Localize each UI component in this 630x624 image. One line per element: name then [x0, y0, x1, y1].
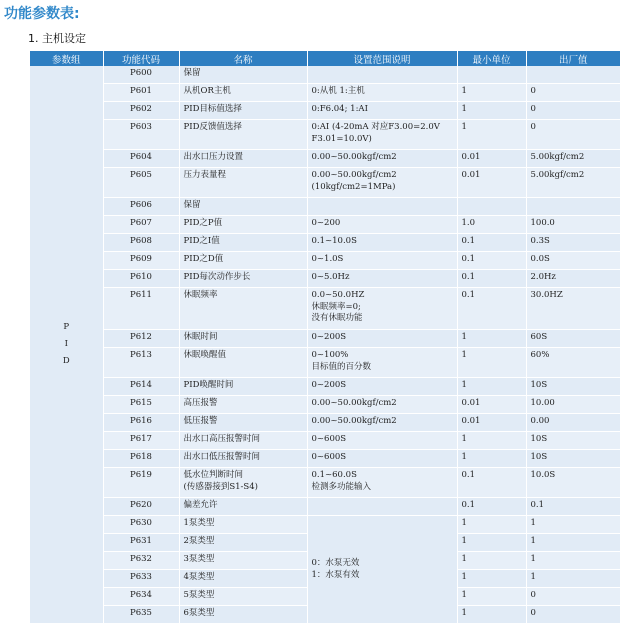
name-cell-line: PID唤醒时间 — [183, 380, 234, 390]
table-row — [30, 150, 620, 168]
default-value-cell: 10.0S — [526, 468, 620, 498]
name-cell — [179, 432, 307, 450]
default-value-cell: 10S — [526, 450, 620, 468]
default-value-cell: 2.0Hz — [526, 270, 620, 288]
function-code-cell: P632 — [103, 552, 179, 570]
range-cell — [307, 198, 457, 216]
table-row — [30, 396, 620, 414]
merged-range-cell-line: 0：水泵无效 — [311, 558, 360, 568]
min-unit-cell: 0.01 — [457, 150, 526, 168]
range-cell-line: 休眠频率=0; — [311, 301, 361, 312]
name-cell-line: 出水口低压报警时间 — [183, 452, 261, 462]
name-cell-line: 高压报警 — [183, 398, 218, 408]
default-value-cell: 30.0HZ — [526, 288, 620, 330]
function-code-cell: P610 — [103, 270, 179, 288]
range-cell — [307, 150, 457, 168]
table-row — [30, 378, 620, 396]
name-cell-line: 3泵类型 — [183, 554, 215, 564]
min-unit-cell: 1 — [457, 552, 526, 570]
name-cell — [179, 348, 307, 378]
function-code-cell: P608 — [103, 234, 179, 252]
function-code-cell: P630 — [103, 516, 179, 534]
name-cell — [179, 198, 307, 216]
name-cell-line: 低水位判断时间 — [183, 470, 244, 480]
group-letter: I — [64, 339, 68, 349]
table-row — [30, 348, 620, 378]
name-cell-line: PID之I值 — [183, 236, 220, 246]
header-param-group: 参数组 — [30, 51, 103, 66]
default-value-cell: 5.00kgf/cm2 — [526, 168, 620, 198]
min-unit-cell: 1 — [457, 534, 526, 552]
name-cell — [179, 84, 307, 102]
group-letter: D — [62, 356, 70, 366]
range-cell — [307, 450, 457, 468]
name-cell-line: 4泵类型 — [183, 572, 215, 582]
min-unit-cell: 0.1 — [457, 468, 526, 498]
name-cell — [179, 534, 307, 552]
function-code-cell: P602 — [103, 102, 179, 120]
range-cell-line: 0.00~50.00kgf/cm2 — [311, 152, 397, 162]
name-cell-line: 出水口高压报警时间 — [183, 434, 261, 444]
name-cell-line: PID目标值选择 — [183, 104, 242, 114]
merged-range-cell — [307, 516, 457, 624]
range-cell-line: 0~1.0S — [311, 254, 344, 264]
default-value-cell: 10S — [526, 378, 620, 396]
name-cell — [179, 216, 307, 234]
name-cell-line: 保留 — [183, 200, 201, 210]
name-cell — [179, 498, 307, 516]
default-value-cell: 0 — [526, 84, 620, 102]
merged-range-cell-line: 1：水泵有效 — [311, 569, 360, 580]
function-code-cell: P617 — [103, 432, 179, 450]
range-cell-line: 0.00~50.00kgf/cm2 — [311, 416, 397, 426]
min-unit-cell: 1 — [457, 570, 526, 588]
name-cell — [179, 150, 307, 168]
min-unit-cell: 0.1 — [457, 270, 526, 288]
range-cell-line: 0~200S — [311, 332, 347, 342]
function-code-cell: P620 — [103, 498, 179, 516]
table-row — [30, 102, 620, 120]
table-row — [30, 120, 620, 150]
range-cell — [307, 102, 457, 120]
name-cell-line: 偏差允许 — [183, 500, 218, 510]
min-unit-cell: 0.01 — [457, 396, 526, 414]
header-min-unit: 最小单位 — [457, 51, 526, 66]
default-value-cell: 5.00kgf/cm2 — [526, 150, 620, 168]
range-cell-line: 0~100% — [311, 350, 349, 360]
name-cell-line: 低压报警 — [183, 416, 218, 426]
default-value-cell: 100.0 — [526, 216, 620, 234]
range-cell — [307, 120, 457, 150]
default-value-cell: 1 — [526, 570, 620, 588]
function-code-cell: P631 — [103, 534, 179, 552]
function-code-cell: P604 — [103, 150, 179, 168]
range-cell — [307, 432, 457, 450]
header-range: 设置范围说明 — [307, 51, 457, 66]
function-code-cell: P619 — [103, 468, 179, 498]
default-value-cell: 60S — [526, 330, 620, 348]
min-unit-cell: 1 — [457, 330, 526, 348]
table-row — [30, 84, 620, 102]
function-code-cell: P601 — [103, 84, 179, 102]
table-row — [30, 468, 620, 498]
min-unit-cell: 1 — [457, 432, 526, 450]
default-value-cell — [526, 66, 620, 84]
min-unit-cell: 0.1 — [457, 498, 526, 516]
name-cell-line: 休眠唤醒值 — [183, 350, 227, 360]
default-value-cell: 10S — [526, 432, 620, 450]
name-cell — [179, 516, 307, 534]
table-row — [30, 270, 620, 288]
table-row — [30, 330, 620, 348]
table-row — [30, 288, 620, 330]
default-value-cell: 0.1 — [526, 498, 620, 516]
name-cell-line: 1泵类型 — [183, 518, 215, 528]
range-cell-line: 0~200S — [311, 380, 347, 390]
function-code-cell: P634 — [103, 588, 179, 606]
default-value-cell: 10.00 — [526, 396, 620, 414]
name-cell — [179, 120, 307, 150]
default-value-cell — [526, 198, 620, 216]
name-cell — [179, 588, 307, 606]
range-cell-line: (10kgf/cm2=1MPa) — [311, 181, 396, 192]
page-title: 功能参数表: — [4, 6, 80, 22]
name-cell — [179, 450, 307, 468]
name-cell-line: 休眠时间 — [183, 332, 218, 342]
default-value-cell: 1 — [526, 534, 620, 552]
header-function-code: 功能代码 — [103, 51, 179, 66]
function-code-cell: P613 — [103, 348, 179, 378]
name-cell-line: PID之D值 — [183, 254, 224, 264]
function-code-cell: P635 — [103, 606, 179, 624]
name-cell — [179, 270, 307, 288]
range-cell — [307, 378, 457, 396]
name-cell-line: 压力表量程 — [183, 170, 227, 180]
min-unit-cell: 0.1 — [457, 252, 526, 270]
default-value-cell: 0.00 — [526, 414, 620, 432]
range-cell-line: 0.1~10.0S — [311, 236, 357, 246]
range-cell-line: 0.0~50.0HZ — [311, 290, 365, 300]
min-unit-cell — [457, 66, 526, 84]
range-cell-line: 没有休眠功能 — [311, 313, 363, 323]
range-cell — [307, 498, 457, 516]
function-code-cell: P603 — [103, 120, 179, 150]
function-code-cell: P614 — [103, 378, 179, 396]
name-cell — [179, 102, 307, 120]
min-unit-cell — [457, 198, 526, 216]
table-header-row — [30, 51, 620, 66]
function-code-cell: P618 — [103, 450, 179, 468]
range-cell-line: 0~600S — [311, 452, 347, 462]
default-value-cell: 0 — [526, 120, 620, 150]
default-value-cell: 0 — [526, 102, 620, 120]
name-cell — [179, 234, 307, 252]
range-cell-line: 0~600S — [311, 434, 347, 444]
section-title: 1. 主机设定 — [28, 32, 86, 45]
table-row — [30, 216, 620, 234]
table-row — [30, 66, 620, 84]
range-cell-line: 0.00~50.00kgf/cm2 — [311, 170, 397, 180]
range-cell-line: 0:从机 1:主机 — [311, 86, 365, 96]
function-code-cell: P633 — [103, 570, 179, 588]
function-code-cell: P606 — [103, 198, 179, 216]
name-cell-line: 出水口压力设置 — [183, 152, 244, 162]
header-default: 出厂值 — [526, 51, 620, 66]
name-cell — [179, 606, 307, 624]
name-cell-line: PID之P值 — [183, 218, 223, 228]
function-code-cell: P615 — [103, 396, 179, 414]
table-row — [30, 252, 620, 270]
table-row — [30, 234, 620, 252]
default-value-cell: 1 — [526, 552, 620, 570]
name-cell — [179, 414, 307, 432]
min-unit-cell: 0.1 — [457, 288, 526, 330]
range-cell — [307, 330, 457, 348]
min-unit-cell: 1 — [457, 450, 526, 468]
name-cell-line: PID每次动作步长 — [183, 272, 251, 282]
function-code-cell: P600 — [103, 66, 179, 84]
table-row — [30, 498, 620, 516]
table-row — [30, 432, 620, 450]
name-cell — [179, 288, 307, 330]
function-code-cell: P605 — [103, 168, 179, 198]
table-row — [30, 198, 620, 216]
min-unit-cell: 0.01 — [457, 414, 526, 432]
range-cell-line: 目标值的百分数 — [311, 361, 372, 372]
min-unit-cell: 1 — [457, 120, 526, 150]
min-unit-cell: 1 — [457, 516, 526, 534]
name-cell-line: 从机OR主机 — [183, 86, 231, 96]
min-unit-cell: 0.01 — [457, 168, 526, 198]
range-cell — [307, 252, 457, 270]
range-cell-line: 0:AI (4-20mA 对应F3.00=2.0V — [311, 122, 440, 132]
range-cell-line: F3.01=10.0V) — [311, 133, 372, 144]
range-cell — [307, 288, 457, 330]
name-cell — [179, 396, 307, 414]
range-cell-line: 0:F6.04; 1:AI — [311, 104, 368, 114]
function-code-cell: P616 — [103, 414, 179, 432]
min-unit-cell: 1 — [457, 84, 526, 102]
range-cell — [307, 66, 457, 84]
range-cell — [307, 396, 457, 414]
name-cell — [179, 552, 307, 570]
range-cell-line: 0.1~60.0S — [311, 470, 357, 480]
table-row — [30, 516, 620, 534]
name-cell — [179, 168, 307, 198]
param-group-cell — [30, 66, 103, 624]
table-row — [30, 450, 620, 468]
name-cell-line: (传感器接到S1-S4) — [183, 481, 258, 492]
range-cell — [307, 234, 457, 252]
default-value-cell: 1 — [526, 516, 620, 534]
range-cell — [307, 216, 457, 234]
name-cell — [179, 468, 307, 498]
function-code-cell: P611 — [103, 288, 179, 330]
min-unit-cell: 1 — [457, 378, 526, 396]
default-value-cell: 0.0S — [526, 252, 620, 270]
name-cell — [179, 66, 307, 84]
range-cell — [307, 84, 457, 102]
name-cell — [179, 378, 307, 396]
range-cell — [307, 168, 457, 198]
function-code-cell: P607 — [103, 216, 179, 234]
range-cell-line: 0~200 — [311, 218, 341, 228]
name-cell-line: 2泵类型 — [183, 536, 215, 546]
name-cell — [179, 252, 307, 270]
name-cell — [179, 330, 307, 348]
range-cell-line: 检测多功能输入 — [311, 481, 372, 492]
range-cell — [307, 468, 457, 498]
range-cell-line: 0.00~50.00kgf/cm2 — [311, 398, 397, 408]
group-letter: P — [63, 322, 70, 332]
range-cell — [307, 414, 457, 432]
table-row — [30, 168, 620, 198]
default-value-cell: 0.3S — [526, 234, 620, 252]
min-unit-cell: 1 — [457, 606, 526, 624]
default-value-cell: 0 — [526, 606, 620, 624]
min-unit-cell: 1.0 — [457, 216, 526, 234]
table-row — [30, 414, 620, 432]
default-value-cell: 0 — [526, 588, 620, 606]
name-cell-line: 6泵类型 — [183, 608, 215, 618]
default-value-cell: 60% — [526, 348, 620, 378]
function-code-cell: P612 — [103, 330, 179, 348]
table-body — [30, 66, 620, 624]
name-cell-line: PID反馈值选择 — [183, 122, 242, 132]
range-cell — [307, 348, 457, 378]
min-unit-cell: 1 — [457, 348, 526, 378]
name-cell-line: 5泵类型 — [183, 590, 215, 600]
name-cell — [179, 570, 307, 588]
function-code-cell: P609 — [103, 252, 179, 270]
min-unit-cell: 1 — [457, 588, 526, 606]
name-cell-line: 保留 — [183, 68, 201, 78]
parameter-table — [30, 51, 621, 624]
header-name: 名称 — [179, 51, 307, 66]
range-cell-line: 0~5.0Hz — [311, 272, 350, 282]
name-cell-line: 休眠频率 — [183, 290, 218, 300]
min-unit-cell: 0.1 — [457, 234, 526, 252]
min-unit-cell: 1 — [457, 102, 526, 120]
range-cell — [307, 270, 457, 288]
